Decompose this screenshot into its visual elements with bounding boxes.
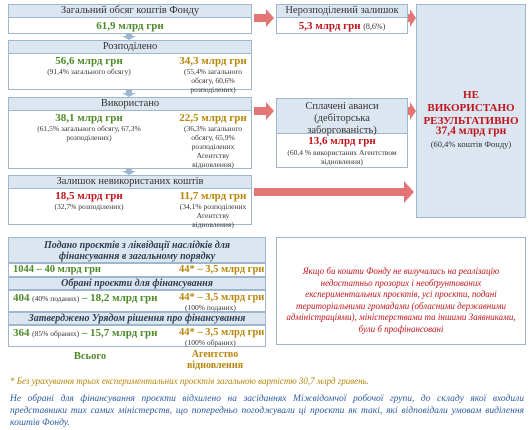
arrow-down-2 xyxy=(122,90,136,97)
remainder-left-note: (32,7% розподілених) xyxy=(54,202,124,211)
undistributed-value-line xyxy=(277,20,407,32)
advances-value: 13,6 млрд грн xyxy=(308,135,376,147)
projects-row2 xyxy=(8,290,266,312)
ineffective-value: 37,4 млрд грн xyxy=(435,125,507,137)
total-funds-label: Загальний обсяг коштів Фонду xyxy=(8,4,252,18)
projects-row3-left-pct: (85% обраних) xyxy=(32,329,80,338)
projects-row3-title: Затверджено Урядом рішення про фінансування xyxy=(8,312,266,325)
note-box-text: Якщо би кошти Фонду не вилучались на реалізацію недостатньо прозорих і необґрунтованих експериментальних проєктів, усі проєкти, подані територіальними громадами (обласними державними адміністраціями), міністерствами та іншими Заявниками, були б профінансовані xyxy=(286,266,516,334)
projects-row2-left-pct: (40% поданих) xyxy=(32,294,80,303)
note-box xyxy=(276,237,526,345)
projects-row2-right-note: (100% поданих) xyxy=(185,303,236,312)
footnote: * Без урахування трьох експериментальних проєктів загальною вартістю 30,7 млрд гривень. xyxy=(10,376,369,386)
used-left-note: (61,5% загального обсягу, 67,3% розподілених) xyxy=(37,124,141,142)
projects-row2-left-count: 404 xyxy=(13,292,30,304)
remainder-right-value: 11,7 млрд грн xyxy=(179,190,247,202)
projects-row2-left xyxy=(13,292,158,304)
used-right xyxy=(175,112,251,169)
advances-box xyxy=(276,98,408,168)
distributed-left-value: 56,6 млрд грн xyxy=(55,55,123,67)
remainder-box xyxy=(8,175,252,229)
ineffective-title: НЕ ВИКОРИСТАНО РЕЗУЛЬТАТИВНО xyxy=(423,89,519,127)
advances-label: Сплачені аванси (дебіторська заборгованість) xyxy=(276,98,408,134)
used-box xyxy=(8,97,252,169)
projects-row3-left-count: 364 xyxy=(13,327,30,339)
projects-row3-right: 44* – 3,5 млрд грн xyxy=(179,327,265,338)
arrow-total-to-undistributed xyxy=(254,9,274,27)
distributed-right xyxy=(175,55,251,94)
arrow-remainder-to-ineffective xyxy=(254,181,414,203)
undistributed-value: 5,3 млрд грн xyxy=(298,20,361,32)
undistributed-label: Нерозподілений залишок xyxy=(276,4,408,18)
remainder-label: Залишок невикористаних коштів xyxy=(8,175,252,189)
projects-row1 xyxy=(8,263,266,277)
projects-row2-title: Обрані проєкти для фінансування xyxy=(8,277,266,290)
used-label: Використано xyxy=(8,97,252,111)
remainder-left xyxy=(9,190,169,211)
projects-row1-left: 1044 – 40 млрд грн xyxy=(13,264,101,275)
bottom-text: Не обрані для фінансування проєкти відхилено на засіданнях Міжвідомчої робочої групи, до складу якої входили представники тих самих міністерств, що попередньо погоджували ці проєкти як такі, які відповідали умовам виділення коштів Фонду. xyxy=(10,394,524,428)
remainder-right xyxy=(175,190,251,229)
undistributed-pct: (8,6%) xyxy=(363,22,386,31)
distributed-left-note: (91,4% загального обсягу) xyxy=(47,67,131,76)
used-right-value: 22,5 млрд грн xyxy=(179,112,247,124)
ineffective-box xyxy=(416,4,526,218)
undistributed-box xyxy=(276,4,408,34)
projects-row1-title: Подано проєктів з ліквідації наслідків для фінансування в загальному порядку xyxy=(8,237,266,263)
projects-row2-right: 44* – 3,5 млрд грн xyxy=(179,292,265,303)
distributed-box xyxy=(8,40,252,94)
used-left-value: 38,1 млрд грн xyxy=(55,112,123,124)
arrow-advances-to-ineffective xyxy=(408,102,416,120)
projects-row2-left-sum: – 18,2 млрд грн xyxy=(81,292,158,304)
distributed-right-value: 34,3 млрд грн xyxy=(179,55,247,67)
legend-total: Всього xyxy=(73,351,107,362)
arrow-used-to-advances xyxy=(254,102,274,120)
total-funds-box xyxy=(8,4,252,34)
distributed-left xyxy=(9,55,169,76)
projects-row3 xyxy=(8,325,266,347)
projects-row3-left xyxy=(13,327,157,339)
distributed-label: Розподілено xyxy=(8,40,252,54)
remainder-right-note: (34,1% розподілених Агентству відновлення) xyxy=(179,202,247,229)
legend-agency: Агентство відновлення xyxy=(186,349,243,371)
projects-row3-left-sum: – 15,7 млрд грн xyxy=(81,327,158,339)
used-right-note: (36,3% загального обсягу, 65,9% розподілених Агентству відновлення) xyxy=(183,124,243,169)
arrow-undistributed-to-ineffective xyxy=(408,9,416,27)
advances-note: (60,4 % використаних Агентством відновлення) xyxy=(287,148,397,166)
projects-row1-right: 44* – 3,5 млрд грн xyxy=(179,264,265,275)
used-left xyxy=(9,112,169,142)
total-funds-value: 61,9 млрд грн xyxy=(96,20,164,32)
remainder-left-value: 18,5 млрд грн xyxy=(55,190,123,202)
ineffective-note: (60,4% коштів Фонду) xyxy=(430,139,512,149)
projects-row3-right-note: (100% обраних) xyxy=(185,338,236,347)
distributed-right-note: (55,4% загального обсягу, 60,6% розподілених) xyxy=(183,67,243,94)
